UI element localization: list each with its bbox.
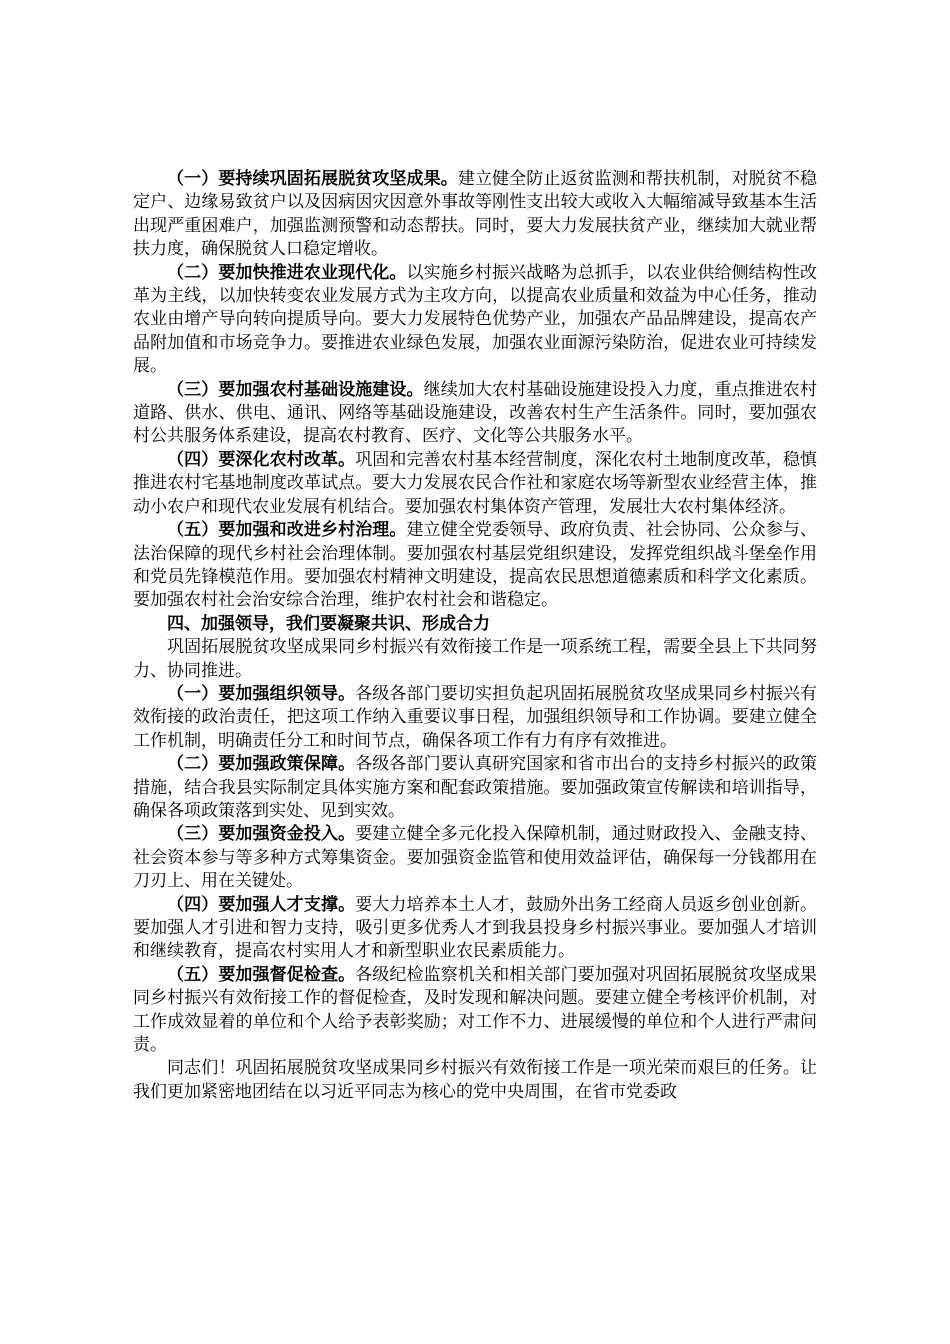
paragraph-rural-infrastructure bbox=[133, 379, 817, 449]
paragraph-organizational-leadership bbox=[133, 683, 817, 753]
paragraph-lead: （四）要深化农村改革。 bbox=[167, 449, 356, 470]
paragraph-text: 建立健全防止返贫监测和帮扶机制，对脱贫不稳定户、边缘易致贫户以及因病因灾因意外事故等刚性支出较大或收入大幅缩减导致基本生活出现严重困难户，加强监测预警和动态帮扶。同时，要大力发展扶贫产业，继续加大就业帮扶力度，确保脱贫人口稳定增收。 bbox=[133, 169, 818, 260]
paragraph-policy-support bbox=[133, 753, 817, 823]
section-intro: 巩固拓展脱贫攻坚成果同乡村振兴有效衔接工作是一项系统工程，需要全县上下共同努力、协同推进。 bbox=[133, 637, 817, 681]
paragraph-lead: （一）要加强组织领导。 bbox=[167, 683, 356, 704]
paragraph-text: 各级纪检监察机关和相关部门要加强对巩固拓展脱贫攻坚成果同乡村振兴有效衔接工作的督促检查，及时发现和解决问题。要建立健全考核评价机制，对工作成效显着的单位和个人给予表彰奖励；对工作不力、进展缓慢的单位和个人进行严肃问责。 bbox=[133, 964, 818, 1056]
paragraph-text: 要大力培养本土人才，鼓励外出务工经商人员返乡创业创新。要加强人才引进和智力支持，吸引更多优秀人才到我县投身乡村振兴事业。要加强人才培训和继续教育，提高农村实用人才和新型职业农民素质能力。 bbox=[133, 894, 818, 962]
paragraph-talent-support bbox=[133, 894, 817, 964]
paragraph-text: 以实施乡村振兴战略为总抓手，以农业供给侧结构性改革为主线，以加快转变农业发展方式为主攻方向，以提高农业质量和效益为中心任务，推动农业由增产导向转向提质导向。要大力发展特色优势产业，加强农产品品牌建设，提高农产品附加值和市场竞争力。要推进农业绿色发展，加强农业面源污染防治，促进农业可持续发展。 bbox=[133, 262, 818, 377]
closing-paragraph: 同志们！巩固拓展脱贫攻坚成果同乡村振兴有效衔接工作是一项光荣而艰巨的任务。让我们更加紧密地团结在以习近平同志为核心的党中央周围，在省市党委政 bbox=[133, 1058, 817, 1102]
document-page bbox=[133, 168, 817, 1104]
paragraph-lead: （三）要加强资金投入。 bbox=[167, 824, 356, 845]
paragraph-text: 各级各部门要切实担负起巩固拓展脱贫攻坚成果同乡村振兴有效衔接的政治责任，把这项工作纳入重要议事日程，加强组织领导和工作协调。要建立健全工作机制，明确责任分工和时间节点，确保各项工作有力有序有效推进。 bbox=[133, 683, 818, 751]
paragraph-text: 继续加大农村基础设施建设投入力度，重点推进农村道路、供水、供电、通讯、网络等基础设施建设，改善农村生产生活条件。同时，要加强农村公共服务体系建设，提高农村教育、医疗、文化等公共服务水平。 bbox=[133, 379, 818, 447]
paragraph-text: 建立健全党委领导、政府负责、社会协同、公众参与、法治保障的现代乡村社会治理体制。要加强农村基层党组织建设，发挥党组织战斗堡垒作用和党员先锋模范作用。要加强农村精神文明建设，提高农民思想道德素质和科学文化素质。要加强农村社会治安综合治理，维护农村社会和谐稳定。 bbox=[133, 520, 818, 611]
paragraph-agriculture-modernization bbox=[133, 262, 817, 379]
paragraph-text: 巩固和完善农村基本经营制度，深化农村土地制度改革，稳慎推进农村宅基地制度改革试点。要大力发展农民合作社和家庭农场等新型农业经营主体，推动小农户和现代农业发展有机结合。要加强农村集体资产管理，发展壮大农村集体经济。 bbox=[133, 449, 818, 517]
paragraph-funding-investment bbox=[133, 823, 817, 893]
paragraph-lead: （五）要加强和改进乡村治理。 bbox=[167, 520, 407, 541]
paragraph-lead: （二）要加快推进农业现代化。 bbox=[167, 262, 407, 283]
paragraph-rural-governance bbox=[133, 519, 817, 613]
paragraph-lead: （二）要加强政策保障。 bbox=[167, 754, 356, 775]
paragraph-rural-reform bbox=[133, 449, 817, 519]
paragraph-lead: （四）要加强人才支撑。 bbox=[167, 894, 356, 915]
paragraph-supervision-inspection bbox=[133, 964, 817, 1058]
section-heading: 四、加强领导，我们要凝聚共识、形成合力 bbox=[167, 613, 490, 634]
paragraph-lead: （一）要持续巩固拓展脱贫攻坚成果。 bbox=[167, 169, 458, 189]
paragraph-text: 要建立健全多元化投入保障机制，通过财政投入、金融支持、社会资本参与等多种方式筹集资金。要加强资金监管和使用效益评估，确保每一分钱都用在刀刃上、用在关键处。 bbox=[133, 824, 818, 892]
paragraph-consolidate-poverty bbox=[133, 168, 817, 262]
paragraph-text: 各级各部门要认真研究国家和省市出台的支持乡村振兴的政策措施，结合我县实际制定具体实施方案和配套政策措施。要加强政策宣传解读和培训指导，确保各项政策落到实处、见到实效。 bbox=[133, 754, 818, 821]
paragraph-lead: （五）要加强督促检查。 bbox=[167, 964, 356, 985]
paragraph-lead: （三）要加强农村基础设施建设。 bbox=[167, 379, 424, 400]
